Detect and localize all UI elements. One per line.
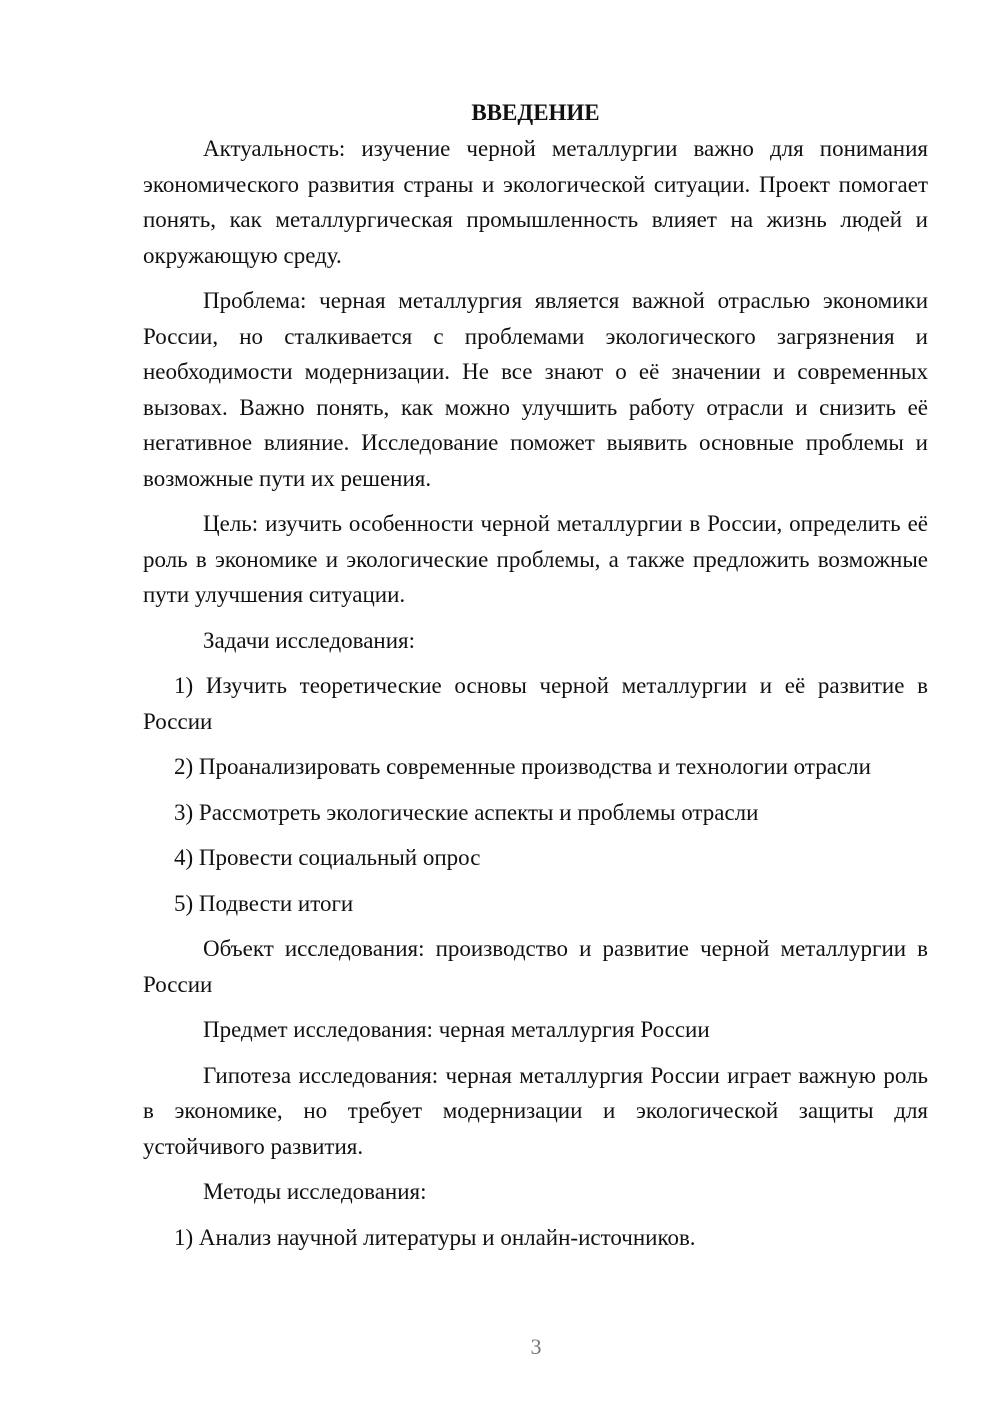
document-page bbox=[143, 92, 928, 1265]
subject-paragraph: Предмет исследования: черная металлургия России bbox=[203, 1017, 710, 1042]
task-item: 2) Проанализировать современные производства и технологии отрасли bbox=[174, 754, 871, 779]
method-item: 1) Анализ научной литературы и онлайн-источников. bbox=[174, 1224, 696, 1250]
page-number: 3 bbox=[530, 1334, 542, 1359]
object-paragraph: Объект исследования: производство и развитие черной металлургии в России bbox=[143, 936, 928, 997]
problem-paragraph: Проблема: черная металлургия является важной отраслью экономики России, но сталкивается с проблемами экологического загрязнения и необходимости модернизации. Не все знают о её значении и современных вызовах. Важно понять, как можно улучшить работу отрасли и снизить её негативное влияние. Исследование поможет выявить основные проблемы и возможные пути их решения. bbox=[143, 288, 928, 491]
goal-paragraph: Цель: изучить особенности черной металлургии в России, определить её роль в экономике и экологические проблемы, а также предложить возможные пути улучшения ситуации. bbox=[143, 511, 928, 607]
tasks-heading: Задачи исследования: bbox=[203, 627, 416, 653]
document-title: ВВЕДЕНИЕ bbox=[471, 100, 600, 125]
task-item: 1) Изучить теоретические основы черной металлургии и её развитие в России bbox=[143, 673, 928, 734]
methods-heading: Методы исследования: bbox=[203, 1179, 427, 1204]
hypothesis-paragraph: Гипотеза исследования: черная металлургия России играет важную роль в экономике, но требует модернизации и экологической защиты для устойчивого развития. bbox=[143, 1062, 928, 1159]
relevance-paragraph: Актуальность: изучение черной металлургии важно для понимания экономического развития страны и экологической ситуации. Проект помогает понять, как металлургическая промышленность влияет на жизнь людей и окружающую среду. bbox=[143, 136, 928, 268]
task-item: 4) Провести социальный опрос bbox=[174, 845, 481, 870]
task-item: 3) Рассмотреть экологические аспекты и проблемы отрасли bbox=[174, 799, 759, 825]
task-item: 5) Подвести итоги bbox=[174, 890, 354, 916]
